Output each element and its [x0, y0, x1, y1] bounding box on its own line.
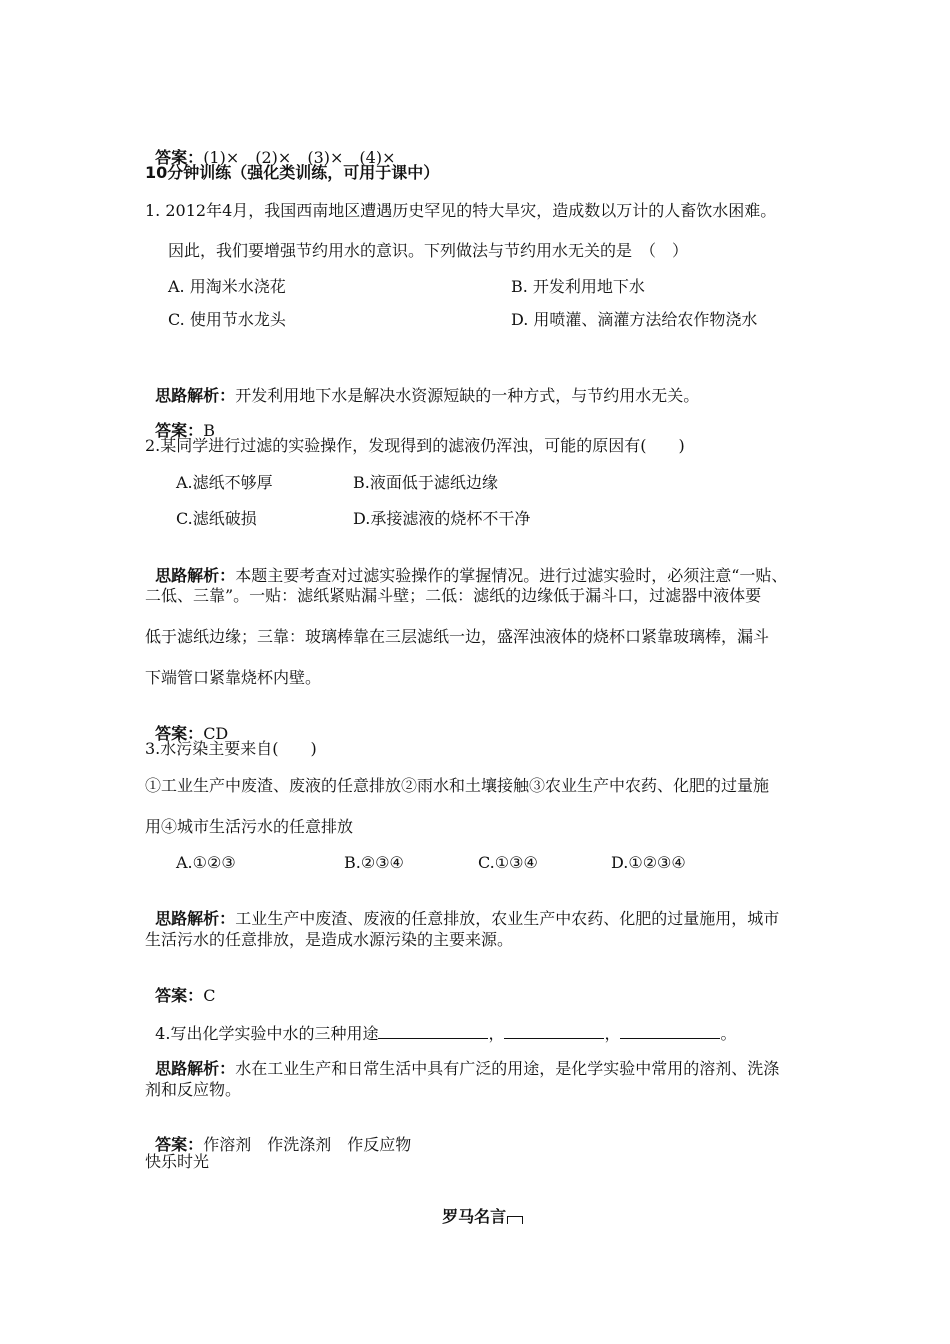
q1-answer [145, 401, 215, 441]
q2-option-d: D.承接滤液的烧杯不干净 [353, 509, 531, 528]
q3-analysis-line2: 生活污水的任意排放，是造成水源污染的主要来源。 [145, 930, 514, 949]
roman-sayings-label: 罗马名言 [442, 1207, 507, 1226]
analysis-text: 工业生产中废渣、废液的任意排放，农业生产中农药、化肥的过量施用，城市 [235, 909, 780, 928]
q4-analysis-line2: 剂和反应物。 [145, 1080, 242, 1099]
section-title: 10分钟训练（强化类训练，可用于课中） [145, 163, 440, 182]
q3-analysis-line1 [145, 889, 779, 929]
q3-option-c: C.①③④ [478, 853, 538, 872]
blank-3[interactable] [620, 1022, 720, 1039]
q2-option-a: A.滤纸不够厚 [176, 473, 273, 492]
q1-option-d: D. 用喷灌、滴灌方法给农作物浇水 [511, 310, 758, 329]
prev-answer [145, 128, 395, 168]
q2-option-b: B.液面低于滤纸边缘 [353, 473, 498, 492]
q2-option-c: C.滤纸破损 [176, 509, 257, 528]
analysis-label: 思路解析： [155, 909, 236, 928]
q3-item-line2: 用④城市生活污水的任意排放 [145, 817, 354, 836]
answer-label: 答案： [155, 148, 204, 167]
q2-analysis-line2: 二低、三靠”。一贴：滤纸紧贴漏斗壁；二低：滤纸的边缘低于漏斗口，过滤器中液体要 [145, 586, 762, 605]
analysis-label: 思路解析： [155, 566, 236, 585]
q2-analysis-line4: 下端管口紧靠烧杯内壁。 [145, 668, 322, 687]
q2-analysis-line1 [145, 546, 787, 586]
q2-answer [145, 704, 228, 744]
bracket-mark-icon [507, 1216, 523, 1224]
q1-option-c: C. 使用节水龙头 [168, 310, 286, 329]
q1-option-a: A. 用淘米水浇花 [168, 277, 286, 296]
answer-label: 答案： [155, 724, 204, 743]
analysis-text: 开发利用地下水是解决水资源短缺的一种方式，与节约用水无关。 [235, 386, 700, 405]
q4-answer [145, 1115, 411, 1155]
answer-text: (1)× (2)× (3)× (4)× [203, 148, 396, 167]
q1-stem-line1: 1. 2012年4月，我国西南地区遭遇历史罕见的特大旱灾，造成数以万计的人畜饮水困难。 [145, 201, 777, 220]
blank-separator: ， [604, 1024, 621, 1043]
blank-1[interactable] [378, 1022, 488, 1039]
answer-label: 答案： [155, 1135, 204, 1154]
answer-text: B [203, 421, 215, 440]
q3-option-d: D.①②③④ [611, 853, 686, 872]
q1-option-b: B. 开发利用地下水 [511, 277, 645, 296]
answer-label: 答案： [155, 421, 204, 440]
answer-text: 作溶剂 作洗涤剂 作反应物 [203, 1135, 412, 1154]
answer-text: C [203, 986, 216, 1005]
q4-stem [145, 1002, 737, 1044]
blank-separator: ， [488, 1024, 505, 1043]
q1-stem-line2: 因此，我们要增强节约用水的意识。下列做法与节约用水无关的是 （ ） [168, 241, 689, 260]
answer-label: 答案： [155, 986, 204, 1005]
analysis-text: 水在工业生产和日常生活中具有广泛的用途，是化学实验中常用的溶剂、洗涤 [235, 1059, 780, 1078]
q3-stem: 3.水污染主要来自( ) [145, 739, 317, 758]
q3-option-b: B.②③④ [344, 853, 404, 872]
stem-end: 。 [720, 1024, 737, 1043]
q4-analysis-line1 [145, 1039, 779, 1079]
q3-item-line1: ①工业生产中废渣、废液的任意排放②雨水和土壤接触③农业生产中农药、化肥的过量施 [145, 776, 770, 795]
q3-answer [145, 966, 215, 1006]
analysis-label: 思路解析： [155, 386, 236, 405]
q2-analysis-line3: 低于滤纸边缘；三靠：玻璃棒靠在三层滤纸一边，盛浑浊液体的烧杯口紧靠玻璃棒，漏斗 [145, 627, 770, 646]
q3-option-a: A.①②③ [176, 853, 236, 872]
analysis-label: 思路解析： [155, 1059, 236, 1078]
answer-text: CD [203, 724, 229, 743]
analysis-text: 本题主要考查对过滤实验操作的掌握情况。进行过滤实验时，必须注意“一贴、 [235, 566, 788, 585]
happy-time: 快乐时光 [145, 1152, 210, 1171]
q1-analysis [145, 366, 699, 406]
roman-sayings-title [432, 1187, 523, 1227]
blank-2[interactable] [504, 1022, 604, 1039]
q4-stem-text: 4.写出化学实验中水的三种用途 [155, 1024, 379, 1043]
q2-stem: 2.某同学进行过滤的实验操作，发现得到的滤液仍浑浊，可能的原因有( ) [145, 436, 685, 455]
